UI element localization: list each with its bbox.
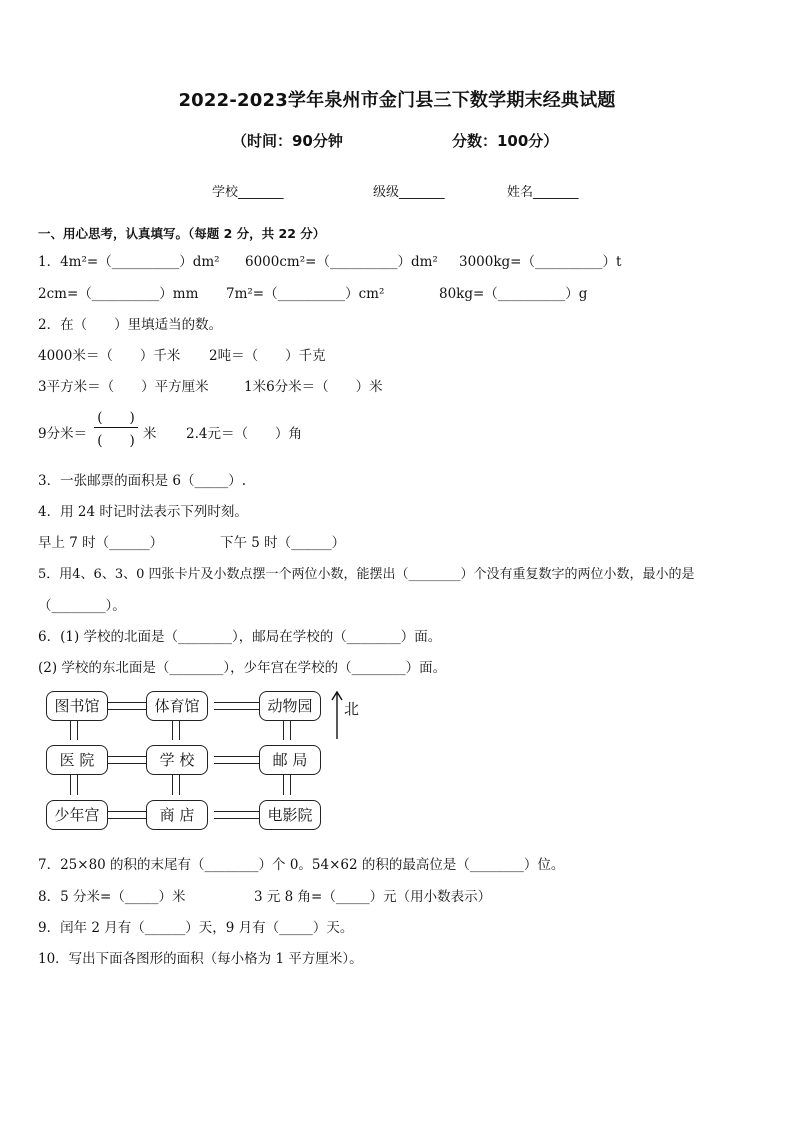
grade-field: 级级_______	[373, 185, 445, 200]
q4-stem: 4．用 24 时记时法表示下列时刻。	[38, 504, 248, 520]
place-post-office: 邮 局	[259, 745, 321, 775]
road	[283, 721, 291, 740]
q1-item-d: 2cm=（__________）mm	[38, 286, 199, 302]
q6-line2: (2) 学校的东北面是（________），少年宫在学校的（________）面。	[38, 660, 447, 676]
fraction-bar	[94, 427, 138, 428]
north-arrow-icon	[330, 689, 344, 741]
road	[70, 721, 78, 740]
q4-item-b: 下午 5 时（______）	[220, 535, 346, 551]
road	[214, 811, 259, 819]
place-cinema: 电影院	[259, 800, 321, 830]
q2-item-b: 2吨＝（ ）千克	[209, 348, 326, 364]
q2-item-e-unit: 米	[143, 426, 157, 442]
road	[108, 811, 146, 819]
fraction-numerator: ( )	[97, 410, 135, 426]
exam-score: 分数：100分）	[452, 132, 559, 150]
q8-item-a: 8．5 分米=（_____）米	[38, 889, 186, 905]
q2-stem: 2．在（ ）里填适当的数。	[38, 317, 223, 333]
q2-item-f: 2.4元＝（ ）角	[186, 426, 302, 442]
road	[108, 756, 146, 764]
q2-item-c: 3平方米＝（ ）平方厘米	[38, 379, 209, 395]
q7: 7．25×80 的积的末尾有（________）个 0。54×62 的积的最高位是（________）位。	[38, 857, 565, 873]
place-hospital: 医 院	[46, 745, 108, 775]
section-heading: 一、用心思考，认真填写。（每题 2 分，共 22 分）	[38, 226, 326, 241]
q5-line1: 5．用4、6、3、0 四张卡片及小数点摆一个两位小数，能摆出（________）个没有重复数字的两位小数，最小的是	[38, 567, 695, 582]
q3: 3．一张邮票的面积是 6（_____）.	[38, 473, 247, 489]
q1-item-a: 1．4m²=（__________）dm²	[38, 254, 220, 270]
q1-item-f: 80kg=（__________）g	[439, 286, 588, 302]
q1-item-e: 7m²=（__________）cm²	[226, 286, 385, 302]
road	[172, 721, 180, 740]
place-youth-palace: 少年宫	[46, 800, 108, 830]
q9: 9．闰年 2 月有（______）天，9 月有（_____）天。	[38, 920, 354, 936]
q2-item-e-label: 9分米＝	[38, 426, 88, 442]
page-title: 2022-2023学年泉州市金门县三下数学期末经典试题	[178, 90, 616, 111]
road	[108, 702, 146, 710]
q1-item-b: 6000cm²=（__________）dm²	[245, 254, 438, 270]
place-library: 图书馆	[46, 691, 108, 721]
name-field: 姓名_______	[507, 185, 579, 200]
north-label: 北	[344, 700, 360, 718]
road	[214, 702, 259, 710]
q4-item-a: 早上 7 时（______）	[38, 535, 164, 551]
place-school: 学 校	[146, 745, 208, 775]
place-zoo: 动物园	[259, 691, 321, 721]
road	[214, 756, 259, 764]
school-field: 学校_______	[212, 185, 284, 200]
road	[283, 775, 291, 795]
q2-item-d: 1米6分米＝（ ）米	[244, 379, 383, 395]
q1-item-c: 3000kg=（__________）t	[459, 254, 622, 270]
road	[70, 775, 78, 795]
q10: 10．写出下面各图形的面积（每小格为 1 平方厘米）。	[38, 951, 363, 967]
place-gym: 体育馆	[146, 691, 208, 721]
q8-item-b: 3 元 8 角=（_____）元（用小数表示）	[254, 889, 492, 905]
fraction-blank	[92, 406, 140, 449]
road	[172, 775, 180, 795]
location-map	[40, 685, 380, 840]
fraction-denominator: ( )	[97, 433, 135, 449]
q6-line1: 6．(1) 学校的北面是（________），邮局在学校的（________）面。	[38, 629, 442, 645]
place-store: 商 店	[146, 800, 208, 830]
exam-time: （时间：90分钟	[232, 132, 343, 150]
q2-item-a: 4000米＝（ ）千米	[38, 348, 181, 364]
q5-line2: （________）。	[38, 598, 126, 614]
